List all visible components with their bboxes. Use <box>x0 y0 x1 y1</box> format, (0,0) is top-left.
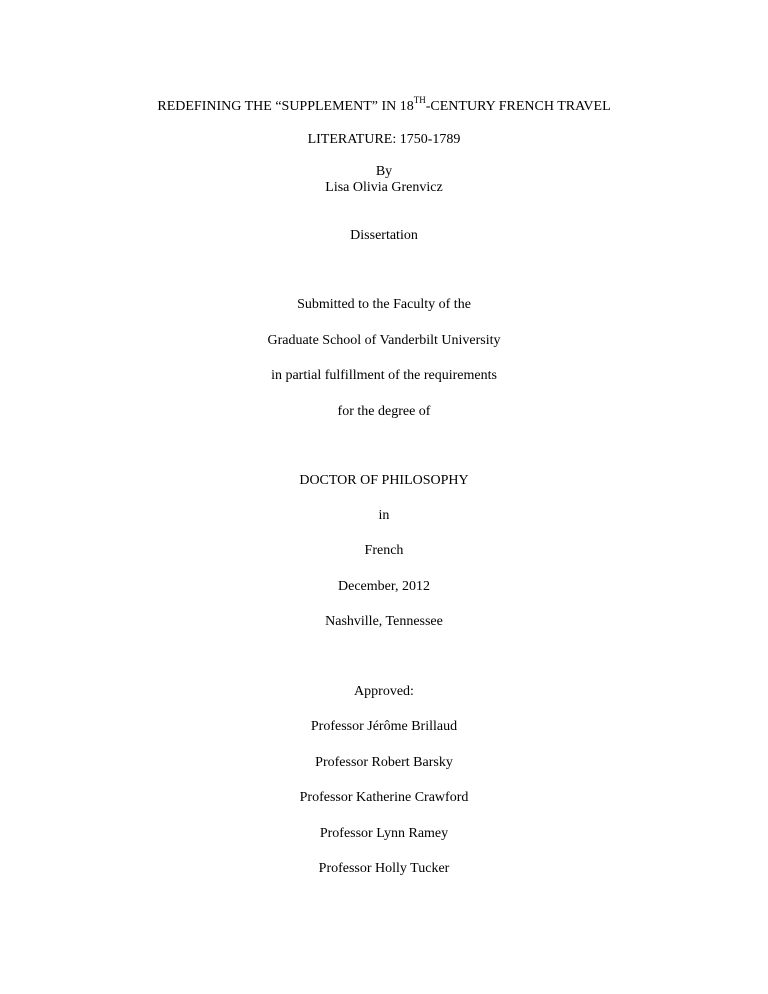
committee-member: Professor Robert Barsky <box>315 755 453 770</box>
submission-line-4: for the degree of <box>337 404 431 419</box>
title-line-1-start: REDEFINING THE “SUPPLEMENT” IN 18 <box>157 99 414 114</box>
submission-line-3: in partial fulfillment of the requirements <box>271 368 497 383</box>
title-superscript: TH <box>413 95 426 106</box>
author-by: By <box>375 164 393 179</box>
degree-field: French <box>364 543 404 558</box>
submission-line-1: Submitted to the Faculty of the <box>297 297 471 312</box>
committee-member: Professor Katherine Crawford <box>299 790 469 805</box>
submission-location: Nashville, Tennessee <box>325 614 443 629</box>
author-name: Lisa Olivia Grenvicz <box>325 180 443 195</box>
submission-line-2: Graduate School of Vanderbilt University <box>267 333 501 348</box>
title-line-1-end: -CENTURY FRENCH TRAVEL <box>425 99 611 114</box>
document-type: Dissertation <box>350 228 418 243</box>
approval-heading: Approved: <box>354 684 414 699</box>
title-line-1 <box>0 95 768 115</box>
submission-date: December, 2012 <box>338 579 430 594</box>
title-line-2: LITERATURE: 1750-1789 <box>307 132 461 147</box>
committee-member: Professor Holly Tucker <box>318 861 450 876</box>
degree-name: DOCTOR OF PHILOSOPHY <box>299 473 469 488</box>
committee-member: Professor Jérôme Brillaud <box>310 719 458 734</box>
committee-member: Professor Lynn Ramey <box>319 826 449 841</box>
degree-in: in <box>378 508 390 523</box>
